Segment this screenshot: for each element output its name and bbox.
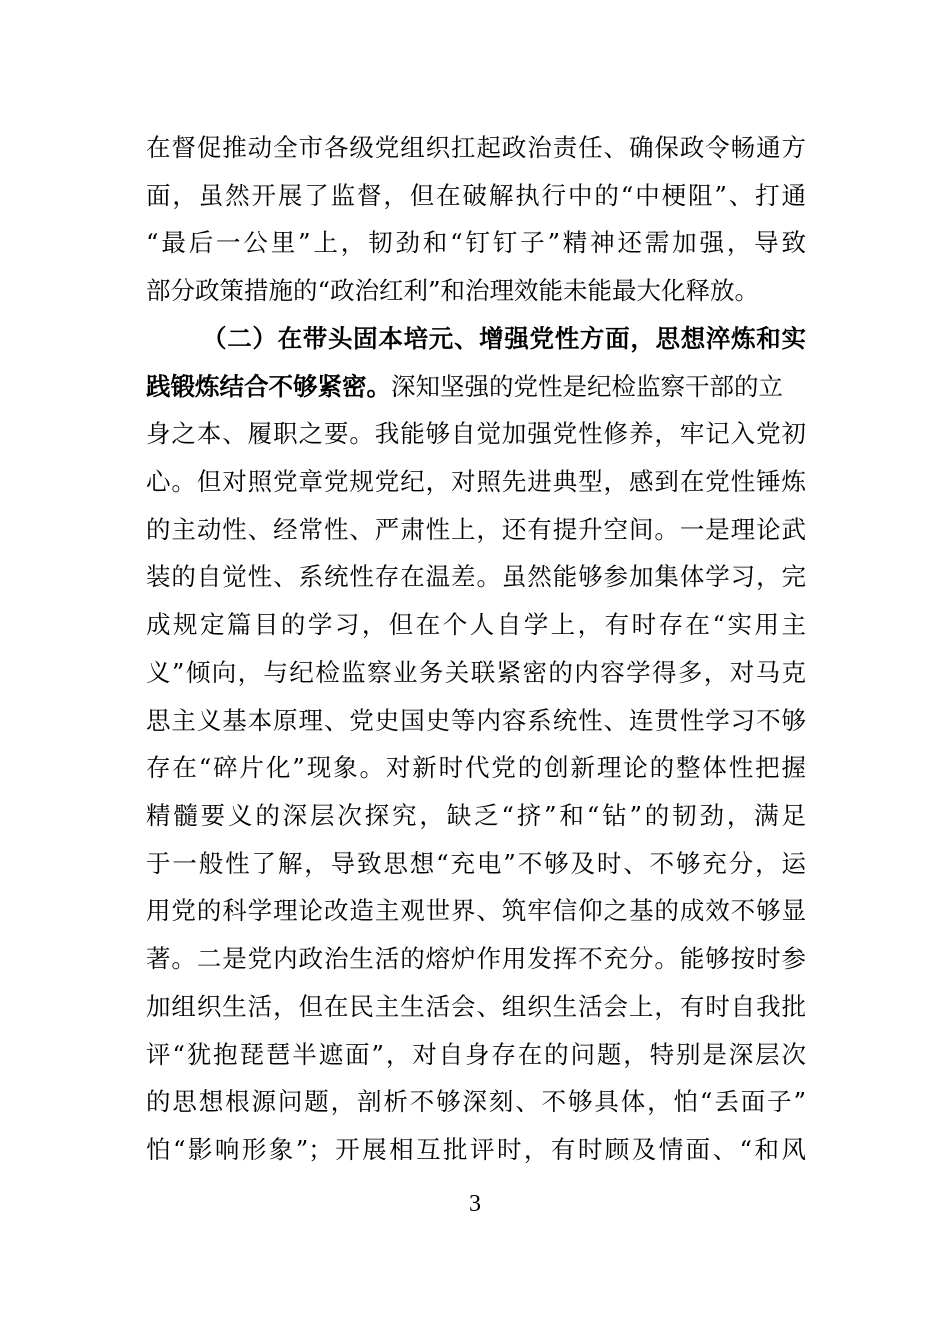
paragraph2-line-1: 身之本、履职之要。我能够自觉加强党性修养，牢记入党初 [146,419,806,448]
paragraph2-line-10: 于一般性了解，导致思想“充电”不够及时、不够充分，运 [146,849,806,878]
paragraph2-line-12: 著。二是党内政治生活的熔炉作用发挥不充分。能够按时参 [146,944,806,973]
section-body-text-start: 深知坚强的党性是纪检监察干部的立 [391,372,783,401]
paragraph2-line-6: 义”倾向，与纪检监察业务关联紧密的内容学得多，对马克 [146,658,806,687]
paragraph2-line-7: 思主义基本原理、党史国史等内容系统性、连贯性学习不够 [146,706,806,735]
paragraph2-line-5: 成规定篇目的学习，但在个人自学上，有时存在“实用主 [146,610,806,639]
paragraph2-line-16: 怕“影响形象”；开展相互批评时，有时顾及情面、“和风 [146,1135,806,1164]
paragraph2-line-3: 的主动性、经常性、严肃性上，还有提升空间。一是理论武 [146,515,806,544]
section-heading-bold-text: 践锻炼结合不够紧密。 [146,372,391,401]
page-number: 3 [469,1191,481,1217]
paragraph1-line-2: 面，虽然开展了监督，但在破解执行中的“中梗阻”、打通 [146,181,806,210]
paragraph2-line-9: 精髓要义的深层次探究，缺乏“挤”和“钻”的韧劲，满足 [146,801,806,830]
paragraph2-line-2: 心。但对照党章党规党纪，对照先进典型，感到在党性锤炼 [146,467,806,496]
paragraph1-line-4: 部分政策措施的“政治红利”和治理效能未能最大化释放。 [146,276,760,305]
paragraph2-line-15: 的思想根源问题，剖析不够深刻、不够具体，怕“丢面子” [146,1087,806,1116]
paragraph1-line-3: “最后一公里”上，韧劲和“钉钉子”精神还需加强，导致 [146,228,806,257]
section-heading-line-2 [146,372,806,402]
paragraph2-line-14: 评“犹抱琵琶半遮面”，对自身存在的问题，特别是深层次 [146,1040,806,1069]
paragraph1-line-1: 在督促推动全市各级党组织扛起政治责任、确保政令畅通方 [146,133,806,162]
paragraph2-line-11: 用党的科学理论改造主观世界、筑牢信仰之基的成效不够显 [146,896,806,925]
paragraph2-line-8: 存在“碎片化”现象。对新时代党的创新理论的整体性把握 [146,753,806,782]
paragraph2-line-4: 装的自觉性、系统性存在温差。虽然能够参加集体学习，完 [146,562,806,591]
paragraph2-line-13: 加组织生活，但在民主生活会、组织生活会上，有时自我批 [146,992,806,1021]
section-heading-line-1: （二）在带头固本培元、增强党性方面，思想淬炼和实 [202,324,806,353]
